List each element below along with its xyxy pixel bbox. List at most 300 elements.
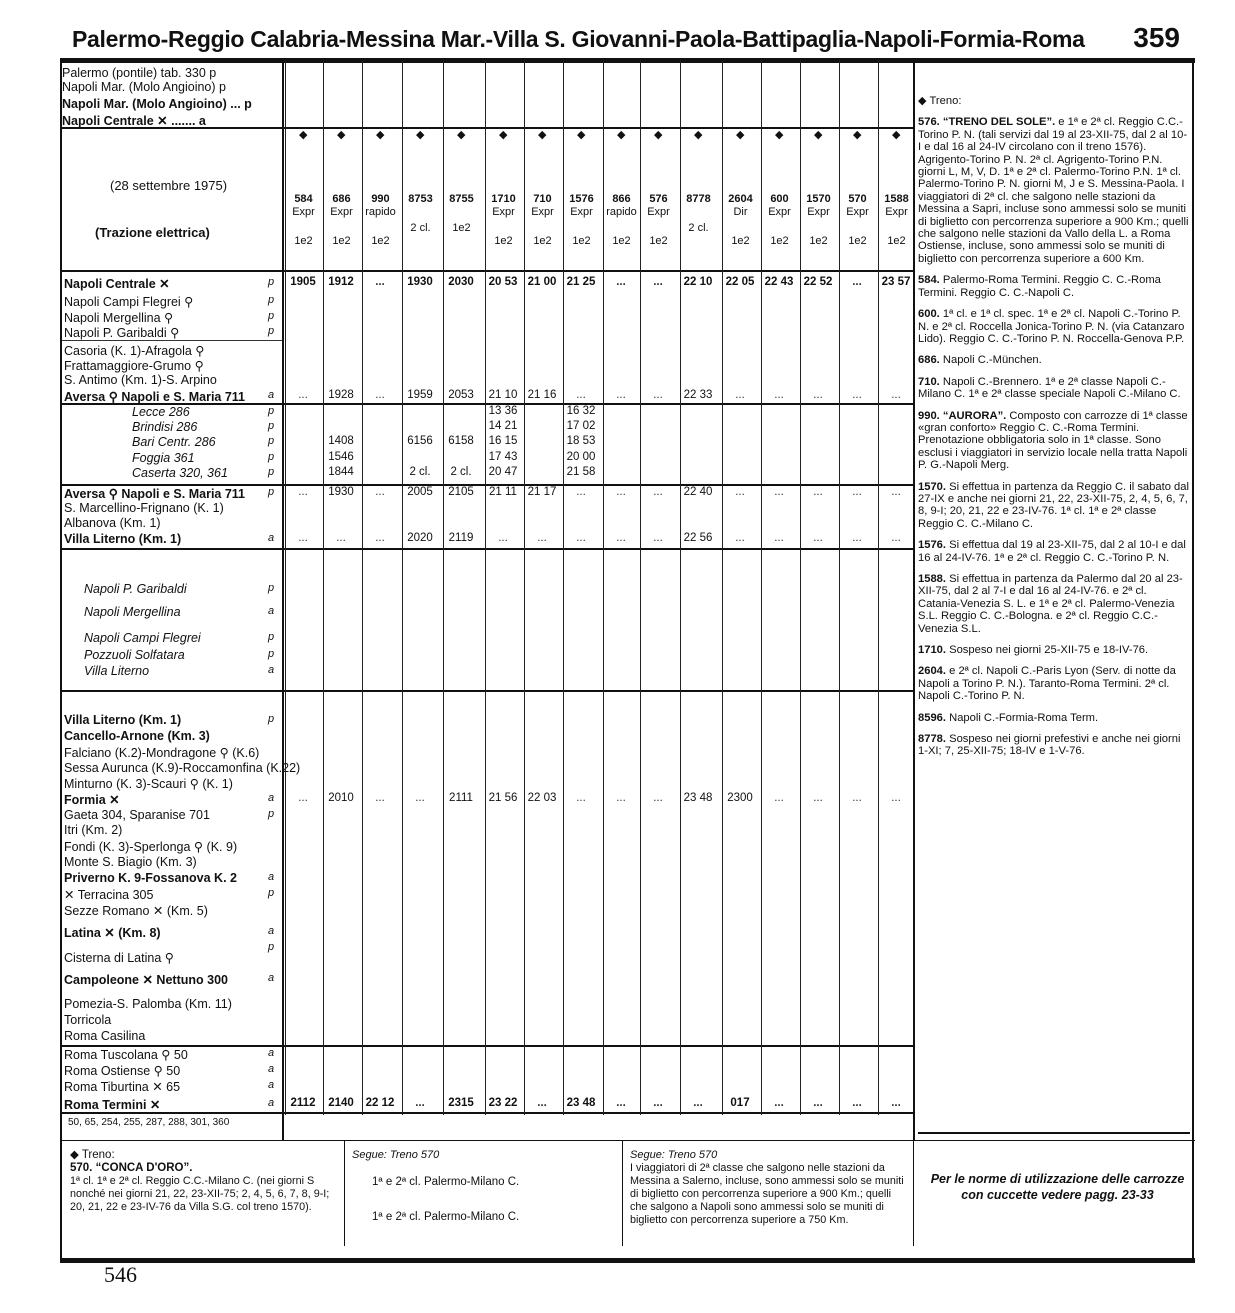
station-name: Falciano (K.2)-Mondragone ⚲ (K.6) [64, 746, 260, 760]
train-category: Expr [807, 206, 830, 218]
time-cell: ... [415, 1097, 425, 1109]
time-cell: 20 47 [488, 466, 518, 478]
time-cell: ... [813, 532, 823, 544]
time-cell: 2005 [407, 486, 433, 498]
station-name: Casoria (K. 1)-Afragola ⚲ [64, 344, 205, 358]
arrival-departure-marker: a [268, 925, 275, 937]
footer-col1-head: ◆ Treno: [70, 1149, 115, 1161]
rule [62, 1045, 913, 1047]
station-row [64, 729, 210, 743]
time-cell: ... [298, 389, 308, 401]
time-cell: 20 00 [566, 451, 596, 463]
arrival-departure-marker: p [268, 486, 275, 498]
station-row [64, 792, 120, 807]
station-row [64, 501, 224, 515]
station-name: Minturno (K. 3)-Scauri ⚲ (K. 1) [64, 777, 233, 791]
station-name: Villa Literno (Km. 1) [64, 713, 182, 727]
time-cell: ... [576, 389, 586, 401]
arrival-departure-marker: a [268, 972, 275, 984]
time-cell: 17 02 [566, 420, 596, 432]
footer-col1-title: 570. “CONCA D'ORO”. [70, 1162, 193, 1174]
train-category: Expr [846, 206, 869, 218]
station-name: Napoli Mar. (Molo Angioino) p [62, 80, 226, 94]
train-number: 866 [612, 193, 631, 205]
station-row [132, 451, 195, 465]
time-cell: ... [653, 1097, 663, 1109]
diamond-icon: ◆ [853, 129, 862, 141]
station-name: S. Marcellino-Frignano (K. 1) [64, 501, 224, 515]
train-header [443, 193, 480, 235]
footer-col2-line1: 1ª e 2ª cl. Palermo-Milano C. [372, 1176, 520, 1188]
time-cell: 1912 [328, 276, 354, 288]
time-cell: ... [891, 389, 901, 401]
station-row [64, 745, 259, 760]
arrival-departure-marker: a [268, 1079, 275, 1091]
time-cell: ... [852, 486, 862, 498]
time-cell: ... [616, 389, 626, 401]
footer-divider [344, 1141, 345, 1246]
note-number: 1710. [918, 644, 950, 657]
station-row [64, 776, 233, 791]
time-cell: ... [891, 486, 901, 498]
time-cell: 2020 [407, 532, 433, 544]
station-name: Gaeta 304, Sparanise 701 [64, 808, 210, 822]
time-cell: 22 12 [365, 1097, 395, 1109]
time-cell: 2010 [328, 792, 354, 804]
train-category: Expr [492, 206, 515, 218]
time-cell: ... [336, 532, 346, 544]
time-cell: 21 25 [566, 276, 596, 288]
station-row [64, 950, 174, 965]
time-cell: ... [537, 532, 547, 544]
note-text: Napoli C.-München. [942, 354, 1042, 367]
note-number: 8778. [918, 733, 950, 746]
time-cell: 13 36 [488, 405, 518, 417]
time-cell: ... [576, 532, 586, 544]
time-cell: ... [735, 486, 745, 498]
time-cell: ... [774, 486, 784, 498]
arrival-departure-marker: a [268, 389, 275, 401]
arrival-departure-marker: p [268, 294, 275, 306]
arrival-departure-marker: p [268, 405, 275, 417]
train-number: 8778 [686, 193, 711, 205]
time-cell: ... [852, 1097, 862, 1109]
station-row [64, 532, 181, 546]
time-cell: ... [813, 792, 823, 804]
station-row [64, 373, 217, 387]
time-cell: 17 43 [488, 451, 518, 463]
arrival-departure-marker: p [268, 631, 275, 643]
station-row [64, 1097, 160, 1112]
time-cell: ... [774, 792, 784, 804]
time-cell: ... [891, 792, 901, 804]
footer-col1-text: 1ª cl. 1ª e 2ª cl. Reggio C.C.-Milano C. (nei giorni S nonché nei giorni 21, 22, 23-XII-75; 2, 4, 5, 6, 7, 8, 9-I; 20, 21, 22 e 23-IV-76 da Villa S.G. col treno 1570). [70, 1175, 330, 1213]
station-row [64, 389, 245, 404]
time-cell: ... [653, 486, 663, 498]
time-cell: 21 00 [527, 276, 557, 288]
station-name: Formia ✕ [64, 793, 120, 807]
train-class: 1e2 [649, 235, 668, 247]
time-cell: ... [616, 532, 626, 544]
rule [62, 548, 913, 550]
station-name: Roma Tuscolana ⚲ 50 [64, 1048, 188, 1062]
station-name: Napoli P. Garibaldi ⚲ [64, 326, 180, 340]
note-entry [918, 376, 1190, 401]
time-cell: 23 57 [881, 276, 911, 288]
train-category: Expr [570, 206, 593, 218]
diamond-icon: ◆ [376, 129, 385, 141]
time-cell: ... [852, 792, 862, 804]
station-name: Roma Ostiense ⚲ 50 [64, 1064, 181, 1078]
train-header [603, 193, 640, 248]
time-cell: ... [498, 532, 508, 544]
time-cell: 1844 [328, 466, 354, 478]
station-name: Campoleone ✕ Nettuno 300 [64, 973, 228, 987]
train-class: 1e2 [332, 235, 351, 247]
time-cell: ... [774, 532, 784, 544]
time-cell: ... [735, 389, 745, 401]
station-name: Cisterna di Latina ⚲ [64, 951, 174, 965]
station-row [64, 1029, 145, 1043]
time-cell: ... [576, 486, 586, 498]
train-header [362, 193, 399, 248]
note-number: 1570. [918, 480, 950, 493]
time-cell: 14 21 [488, 420, 518, 432]
arrival-departure-marker: a [268, 792, 275, 804]
note-entry [918, 539, 1190, 564]
station-row [64, 823, 122, 837]
train-class: 1e2 [887, 235, 906, 247]
station-name: Itri (Km. 2) [64, 823, 123, 837]
diamond-icon: ◆ [577, 129, 586, 141]
arrival-departure-marker: a [268, 664, 275, 676]
time-cell: 2119 [448, 532, 474, 544]
rule [62, 690, 913, 692]
station-name: Frattamaggiore-Grumo ⚲ [64, 359, 204, 373]
train-category: Dir [733, 206, 748, 218]
train-category: Expr [292, 206, 315, 218]
station-name: Sezze Romano ✕ (Km. 5) [64, 904, 208, 918]
station-name: Villa Literno [84, 664, 150, 678]
notes-rule [918, 1132, 1190, 1134]
time-cell: 2112 [290, 1097, 316, 1109]
rule-after-header [62, 270, 913, 272]
time-cell: 2315 [448, 1097, 474, 1109]
time-cell: 1930 [328, 486, 354, 498]
time-cell: 21 16 [527, 389, 557, 401]
station-row [64, 358, 204, 373]
station-column-divider [282, 62, 284, 1140]
station-row [132, 435, 216, 449]
station-name: Foggia 361 [132, 451, 195, 465]
train-number: 1710 [491, 193, 516, 205]
train-class: 1e2 [809, 235, 828, 247]
note-entry [918, 712, 1190, 724]
route-title: Palermo-Reggio Calabria-Messina Mar.-Villa S. Giovanni-Paola-Battipaglia-Napoli-Formia-Roma [72, 26, 1085, 52]
note-text: Si effettua dal 19 al 23-XII-75, dal 2 al 10-I e dal 16 al 24-IV-76. 1ª e 2ª cl. Reggio C. C.-Torino P. N. [918, 539, 1186, 564]
station-name: Torricola [64, 1013, 112, 1027]
time-cell: ... [415, 792, 425, 804]
time-cell: ... [616, 276, 626, 288]
arrival-departure-marker: p [268, 941, 275, 953]
time-cell: ... [375, 389, 385, 401]
train-class: 1e2 [371, 235, 390, 247]
station-name: Napoli Mar. (Molo Angioino) ... p [62, 97, 252, 111]
time-cell: 21 11 [489, 486, 517, 498]
footer-col3 [630, 1149, 910, 1227]
station-row [64, 1079, 180, 1094]
arrival-departure-marker: p [268, 435, 275, 447]
arrival-departure-marker: p [268, 713, 275, 725]
arrival-departure-marker: p [268, 451, 275, 463]
note-number: 990. “AURORA”. [918, 409, 1007, 422]
time-cell: 2030 [448, 276, 474, 288]
time-cell: 2 cl. [450, 466, 472, 478]
train-category: Expr [647, 206, 670, 218]
time-cell: ... [813, 389, 823, 401]
station-name: Palermo (pontile) tab. 330 p [62, 66, 217, 80]
note-text: Si effettua in partenza da Reggio C. il sabato dal 27-IX e anche nei giorni 21, 22, 23-XII-75, 2, 4, 5, 6, 7, 8, 9-I; 20, 21, 22 e 23-IV-76. 1ª cl. 1ª e 2ª classe Reggio C. C.-Milano C. [918, 480, 1189, 530]
station-name: Napoli Mergellina [84, 605, 181, 619]
notes-panel [918, 95, 1190, 767]
train-header [640, 193, 677, 248]
time-cell: 017 [730, 1097, 750, 1109]
station-row [84, 582, 187, 596]
train-header [761, 193, 798, 248]
train-header [524, 193, 561, 248]
note-number: 686. [918, 354, 943, 367]
station-name: Monte S. Biagio (Km. 3) [64, 855, 197, 869]
diamond-icon: ◆ [814, 129, 823, 141]
diamond-icon: ◆ [499, 129, 508, 141]
time-cell: ... [537, 1097, 547, 1109]
note-entry [918, 354, 1190, 366]
time-cell: ... [653, 389, 663, 401]
arrival-departure-marker: a [268, 605, 275, 617]
station-name: Roma Casilina [64, 1029, 146, 1043]
time-cell: 22 10 [683, 276, 713, 288]
page-bottom-number: 546 [104, 1262, 137, 1287]
time-cell: 23 48 [683, 792, 713, 804]
arrival-departure-marker: p [268, 808, 275, 820]
station-name: Aversa ⚲ Napoli e S. Maria 711 [64, 390, 246, 404]
diamond-icon: ◆ [736, 129, 745, 141]
time-cell: 23 48 [566, 1097, 596, 1109]
footer-divider [913, 1141, 914, 1246]
train-header [878, 193, 915, 248]
train-header [800, 193, 837, 248]
time-cell: ... [375, 792, 385, 804]
train-class: 1e2 [533, 235, 552, 247]
train-number: 1576 [569, 193, 594, 205]
train-class: 1e2 [572, 235, 591, 247]
time-cell: 22 03 [527, 792, 557, 804]
time-cell: 2111 [449, 792, 473, 804]
arrival-departure-marker: p [268, 466, 275, 478]
time-cell: 22 40 [683, 486, 713, 498]
arrival-departure-marker: a [268, 871, 275, 883]
diamond-icon: ◆ [694, 129, 703, 141]
note-text: Napoli C.-Brennero. 1ª e 2ª classe Napoli C.-Milano C. 1ª e 2ª classe speciale Napoli C.-Milano C. [918, 375, 1181, 401]
time-cell: ... [774, 389, 784, 401]
footer-col2 [352, 1149, 622, 1224]
note-number: 600. [918, 308, 943, 321]
time-cell: ... [891, 1097, 901, 1109]
footer-col1 [70, 1149, 345, 1214]
train-number: 8753 [408, 193, 433, 205]
note-text: Palermo-Roma Termini. Reggio C. C.-Roma Termini. Reggio C. C.-Napoli C. [918, 274, 1161, 299]
train-class: 1e2 [848, 235, 867, 247]
station-row [64, 903, 208, 918]
station-name: Latina ✕ (Km. 8) [64, 926, 161, 940]
train-class: 2 cl. [688, 222, 709, 234]
note-entry [918, 308, 1190, 345]
time-cell: ... [852, 276, 862, 288]
note-number: 1576. [918, 539, 950, 552]
time-cell: 2053 [448, 389, 474, 401]
train-number: 2604 [728, 193, 753, 205]
station-name: Napoli Campi Flegrei ⚲ [64, 295, 194, 309]
footer-divider [622, 1141, 623, 1246]
arrival-departure-marker: p [268, 420, 275, 432]
note-entry: ◆ Treno: [918, 95, 962, 107]
arrival-departure-marker: p [268, 310, 275, 322]
note-text: Sospeso nei giorni prefestivi e anche nei giorni 1-XI; 7, 25-XII-75; 18-IV e 1-V-76. [918, 733, 1181, 758]
time-cell: 1546 [328, 451, 354, 463]
train-class: 1e2 [294, 235, 313, 247]
note-number: 1588. [918, 573, 950, 585]
station-name: Sessa Aurunca (K.9)-Roccamonfina (K.22) [64, 761, 301, 775]
note-text: Composto con carrozze di 1ª classe «gran conforto» Reggio C. C.-Roma Termini. Prenotazione obbligatoria solo in 1ª classe. Sono esclusi i viaggiatori in servizio locale nella tratta Napoli P. G.-Napoli Merg. [918, 409, 1188, 472]
train-number: 8755 [449, 193, 474, 205]
time-cell: ... [735, 532, 745, 544]
station-row [64, 343, 204, 358]
station-row [64, 839, 237, 854]
station-row [84, 664, 149, 678]
time-cell: ... [693, 1097, 703, 1109]
note-entry [918, 733, 1190, 758]
station-name: Pozzuoli Solfatara [84, 648, 185, 662]
diamond-icon: ◆ [892, 129, 901, 141]
footer-col3-text: I viaggiatori di 2ª classe che salgono nelle stazioni da Messina a Salerno, incluse, sono ammessi solo se muniti di biglietto con percorrenza superiore a 900 Km.; quelli che salgono a Napoli sono ammessi solo se muniti di biglietto con percorrenza superiore a 750 Km. [630, 1162, 904, 1226]
train-number: 1588 [884, 193, 909, 205]
train-category: Expr [768, 206, 791, 218]
train-number: 570 [848, 193, 867, 205]
time-cell: ... [891, 532, 901, 544]
time-cell: 22 33 [683, 389, 713, 401]
train-number: 584 [294, 193, 313, 205]
station-name: Bari Centr. 286 [132, 435, 216, 449]
station-name: Aversa ⚲ Napoli e S. Maria 711 [64, 487, 246, 501]
time-cell: 1928 [328, 389, 354, 401]
footer-col4: Per le norme di utilizzazione delle carrozze con cuccette vedere pagg. 23-33 [930, 1172, 1185, 1202]
station-row [64, 871, 237, 885]
station-name: Napoli Centrale ✕ [64, 277, 170, 291]
time-cell: ... [298, 486, 308, 498]
left-border [60, 58, 62, 1258]
note-text: 1ª cl. e 1ª cl. spec. 1ª e 2ª cl. Napoli C.-Torino P. N. e 2ª cl. Roccella Jonica-Torino P. N. (via Catanzaro Lido). Reggio C. C.-Torino P. N. Roccella-Genova P.P. [918, 308, 1185, 345]
diamond-icon: ◆ [299, 129, 308, 141]
station-row [64, 325, 179, 340]
time-cell: ... [653, 532, 663, 544]
footer-col3-head: Segue: Treno 570 [630, 1149, 718, 1161]
station-row [64, 997, 232, 1011]
time-cell: ... [653, 276, 663, 288]
time-cell: 21 10 [488, 389, 518, 401]
diamond-icon: ◆ [337, 129, 346, 141]
station-name: Pomezia-S. Palomba (Km. 11) [64, 997, 232, 1011]
time-cell: ... [653, 792, 663, 804]
time-cell: 6156 [407, 435, 433, 447]
station-row [132, 420, 197, 434]
arrival-departure-marker: p [268, 325, 275, 337]
station-name: Priverno K. 9-Fossanova K. 2 [64, 871, 237, 885]
note-number: 584. [918, 274, 943, 287]
station-row [84, 648, 185, 662]
note-number: 8596. [918, 711, 950, 724]
note-text: e 2ª cl. Napoli C.-Paris Lyon (Serv. di notte da Napoli a Torino P. N.). Taranto-Roma Termini. 2ª cl. Napoli C.-Torino P. N. [918, 665, 1176, 703]
page-number: 359 [1133, 22, 1180, 53]
note-entry [918, 665, 1190, 702]
time-cell: 21 17 [527, 486, 557, 498]
time-cell: 22 43 [764, 276, 794, 288]
train-class: 1e2 [452, 222, 471, 234]
station-row [64, 276, 170, 291]
time-cell: ... [375, 276, 385, 288]
time-cell: 2105 [448, 486, 474, 498]
note-text: e 1ª e 2ª cl. Reggio C.C.-Torino P. N. (tali servizi dal 19 al 23-XII-75, dal 2 al 10-I e dal 16 al 24-IV circolano con il treno 1576). Agrigento-Torino P. N. 2ª cl. Agrigento-Torino P.N. giorni L, M, V, D. 1ª e 2ª cl. Palermo-Torino P.N. 1ª cl. Palermo-Torino P. N. giorni M, J e S. Messina-Paola. I viaggiatori di 2ª cl. che salgono nelle stazioni da Messina a Sapri, incluse sono ammessi solo se muniti di biglietto con percorrenza superiore a 900 Km.; quelli che salgono nelle stazioni da Vallo della L. a Roma Ostiense, incluse, sono ammessi solo se muniti di biglietto con percorrenza superiore a 600 Km. [918, 116, 1189, 265]
station-name: Napoli P. Garibaldi [84, 582, 187, 596]
station-name: Caserta 320, 361 [132, 466, 228, 480]
note-entry [918, 481, 1190, 531]
station-name: Lecce 286 [132, 405, 190, 419]
arrival-departure-marker: p [268, 648, 275, 660]
time-cell: 20 53 [488, 276, 518, 288]
note-entry [918, 644, 1190, 656]
time-cell: ... [616, 1097, 626, 1109]
train-header [563, 193, 600, 248]
train-header [402, 193, 439, 235]
station-name: Albanova (Km. 1) [64, 516, 161, 530]
station-row [132, 466, 228, 480]
train-number: 600 [770, 193, 789, 205]
time-cell: ... [375, 532, 385, 544]
time-cell: 1959 [407, 389, 433, 401]
train-class: 1e2 [731, 235, 750, 247]
traction-note: (Trazione elettrica) [95, 225, 210, 240]
station-row [64, 855, 197, 869]
train-number: 710 [533, 193, 552, 205]
station-name: S. Antimo (Km. 1)-S. Arpino [64, 373, 217, 387]
station-row [84, 605, 181, 619]
train-number: 1570 [806, 193, 831, 205]
footer-col2-head: Segue: Treno 570 [352, 1149, 440, 1161]
train-header [485, 193, 522, 248]
station-name: Napoli Campi Flegrei [84, 631, 201, 645]
station-name: Roma Termini ✕ [64, 1098, 161, 1112]
time-cell: ... [616, 486, 626, 498]
time-cell: ... [813, 1097, 823, 1109]
train-header [680, 193, 717, 235]
note-text: Sospeso nei giorni 25-XII-75 e 18-IV-76. [949, 644, 1149, 657]
time-cell: 22 05 [725, 276, 755, 288]
arrival-departure-marker: a [268, 532, 275, 544]
train-number: 576 [649, 193, 668, 205]
station-name: ✕ Terracina 305 [64, 888, 154, 902]
train-header [839, 193, 876, 248]
station-row [132, 405, 190, 419]
station-row [64, 761, 300, 775]
